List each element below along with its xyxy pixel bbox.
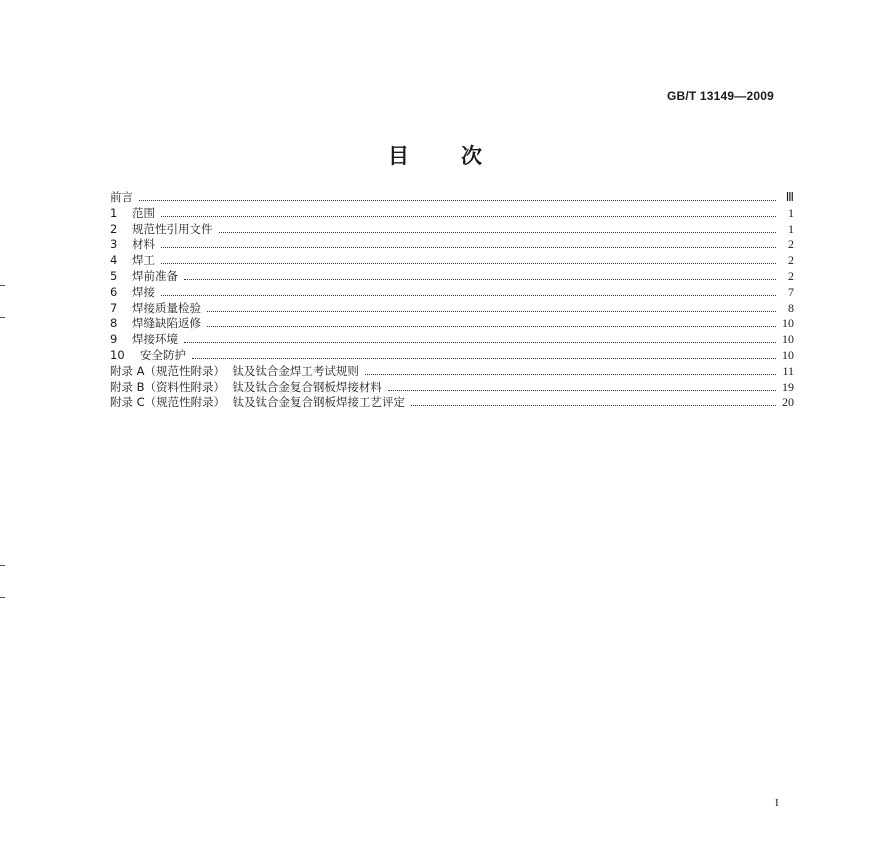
toc-entry-number: 5 <box>110 268 118 283</box>
toc-entry-page: 11 <box>782 363 794 378</box>
toc-entry-label: 范围 <box>132 205 155 220</box>
toc-entry-9[interactable] <box>110 332 794 348</box>
toc-entry-label: 焊前准备 <box>132 268 178 283</box>
toc-entry-label: 焊接 <box>132 284 155 299</box>
toc-entry-number: 10 <box>110 347 125 362</box>
toc-entry-number: 1 <box>110 205 118 220</box>
toc-leader-dots <box>161 263 776 264</box>
page-number: I <box>775 797 779 809</box>
scan-edge-mark <box>0 285 5 286</box>
toc-entry-10[interactable] <box>110 348 794 364</box>
toc-entry-page: 7 <box>788 284 794 299</box>
toc-leader-dots <box>139 200 776 201</box>
toc-entry-4[interactable] <box>110 253 794 269</box>
toc-entry-page: 10 <box>782 347 794 362</box>
toc-entry-label: 焊工 <box>132 253 155 268</box>
toc-entry-page: 20 <box>782 395 794 410</box>
toc-entry-page: 19 <box>782 379 794 394</box>
toc-entry-number: 3 <box>110 237 118 252</box>
toc-leader-dots <box>207 326 776 327</box>
toc-entry-page: 1 <box>788 221 794 236</box>
toc-entry-8[interactable] <box>110 316 794 332</box>
toc-leader-dots <box>192 358 776 359</box>
toc-entry-label: 附录 A（规范性附录） 钛及钛合金焊工考试规则 <box>110 363 359 378</box>
toc-entry-label: 材料 <box>132 237 155 252</box>
toc-entry-3[interactable] <box>110 237 794 253</box>
toc-entry-label: 附录 C（规范性附录） 钛及钛合金复合钢板焊接工艺评定 <box>110 395 405 410</box>
toc-entry-label: 规范性引用文件 <box>132 221 213 236</box>
toc-entry-5[interactable] <box>110 269 794 285</box>
toc-entry-2[interactable] <box>110 222 794 238</box>
scan-edge-mark <box>0 565 5 566</box>
toc-leader-dots <box>184 342 776 343</box>
toc-title-char-1: 目 <box>388 144 409 168</box>
toc-entry-annex-c[interactable] <box>110 395 794 411</box>
toc-leader-dots <box>161 247 776 248</box>
standard-code: GB/T 13149—2009 <box>666 89 774 103</box>
toc-entry-page: 2 <box>788 268 794 283</box>
toc-entry-number: 8 <box>110 316 118 331</box>
scan-edge-mark <box>0 597 5 598</box>
toc-leader-dots <box>219 232 777 233</box>
toc-entry-page: 10 <box>782 316 794 331</box>
toc-entry-page: 10 <box>782 332 794 347</box>
toc-entry-label: 焊接环境 <box>132 332 178 347</box>
toc-leader-dots <box>207 311 776 312</box>
toc-title-char-2: 次 <box>461 144 482 168</box>
toc-entry-6[interactable] <box>110 285 794 301</box>
toc-entry-number: 6 <box>110 284 118 299</box>
scan-edge-mark <box>0 317 5 318</box>
toc-entry-number: 9 <box>110 332 118 347</box>
toc-leader-dots <box>388 390 776 391</box>
toc-entry-page: 2 <box>788 253 794 268</box>
toc-leader-dots <box>184 279 776 280</box>
toc-leader-dots <box>161 295 776 296</box>
toc-entry-page: 1 <box>788 205 794 220</box>
toc-title <box>0 140 870 170</box>
toc-entry-annex-b[interactable] <box>110 380 794 396</box>
toc-entry-label: 焊接质量检验 <box>132 300 201 315</box>
toc-entry-number: 2 <box>110 221 118 236</box>
toc-entry-7[interactable] <box>110 301 794 317</box>
toc-entry-label: 前言 <box>110 190 133 204</box>
toc-leader-dots <box>365 374 776 375</box>
toc-leader-dots <box>161 216 776 217</box>
toc-entry-foreword[interactable] <box>110 190 794 206</box>
toc-entry-number: 4 <box>110 253 118 268</box>
toc-entry-annex-a[interactable] <box>110 364 794 380</box>
toc-entry-page: Ⅲ <box>785 190 794 204</box>
toc-entry-1[interactable] <box>110 206 794 222</box>
toc-entry-page: 8 <box>788 300 794 315</box>
toc-entry-label: 附录 B（资料性附录） 钛及钛合金复合钢板焊接材料 <box>110 379 382 394</box>
toc-entry-number: 7 <box>110 300 118 315</box>
toc-entry-label: 焊缝缺陷返修 <box>132 316 201 331</box>
toc-entry-label: 安全防护 <box>140 347 186 362</box>
toc-leader-dots <box>411 405 776 406</box>
table-of-contents <box>110 190 794 411</box>
toc-entry-page: 2 <box>788 237 794 252</box>
